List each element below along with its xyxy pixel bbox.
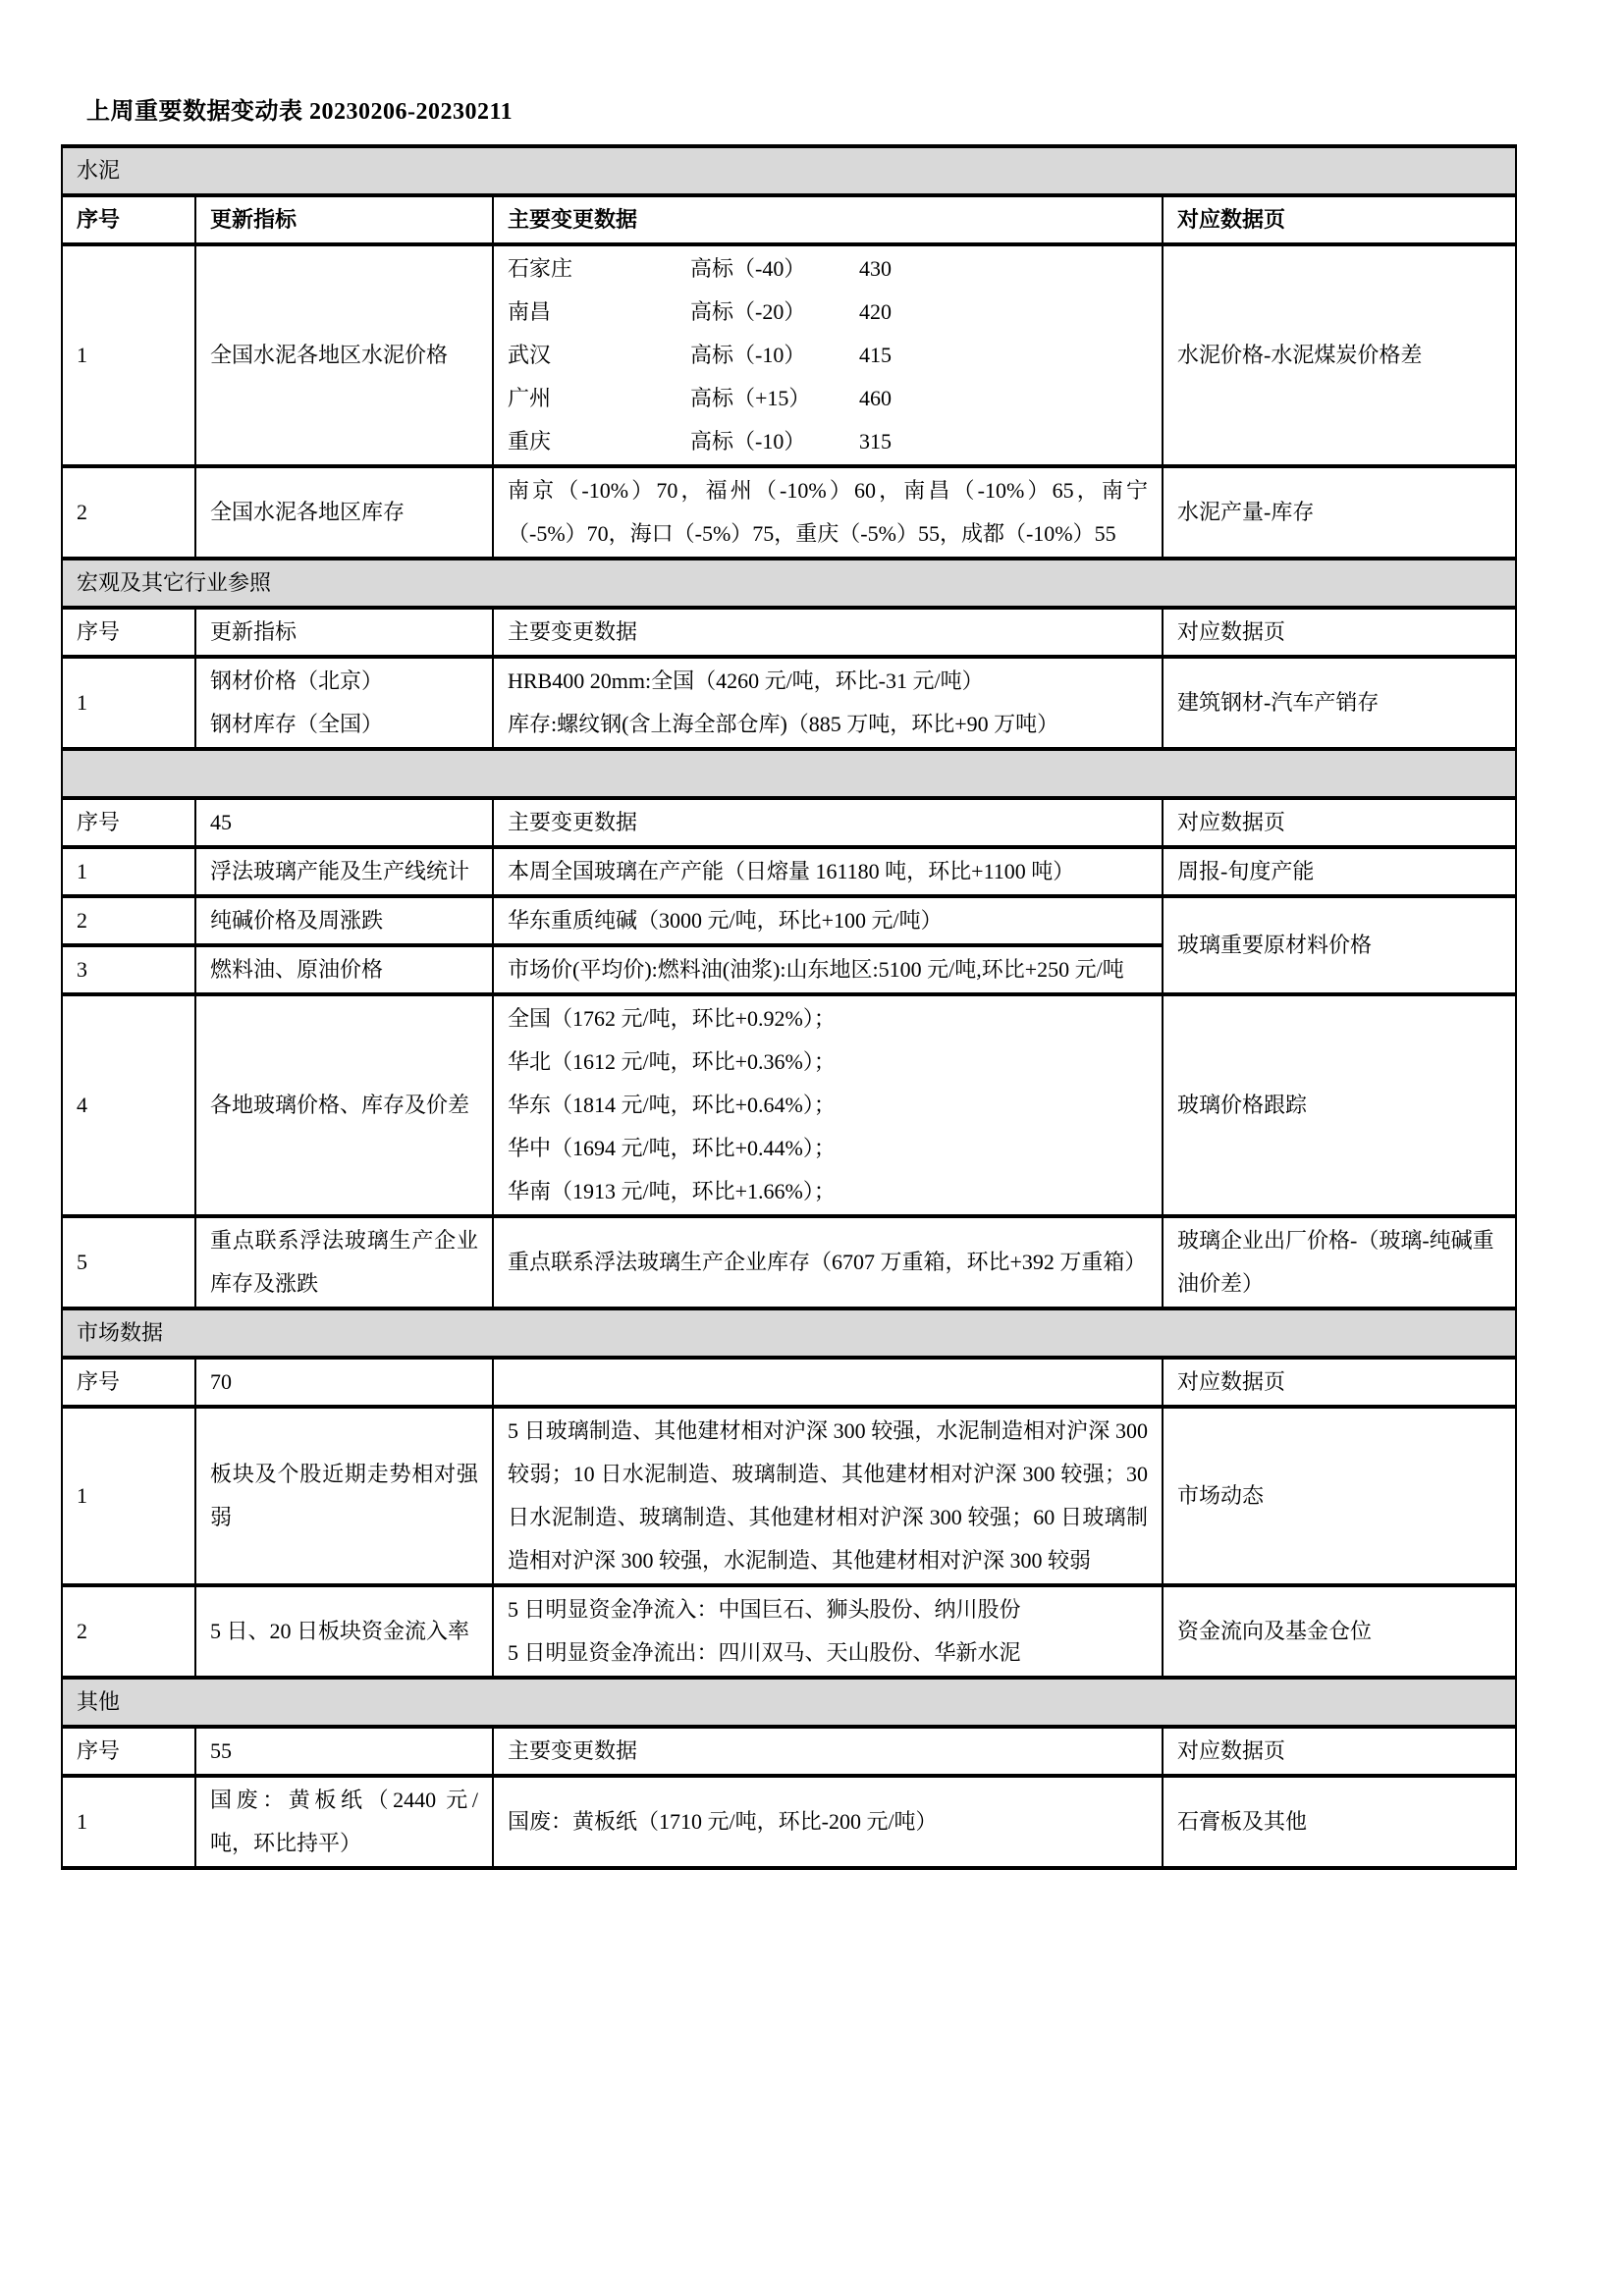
data-line [508, 377, 1148, 420]
data-line: 华中（1694 元/吨，环比+0.44%）； [508, 1136, 836, 1160]
cell-indicator [195, 896, 493, 945]
cell-indicator [195, 1407, 493, 1585]
data-line [508, 334, 1148, 377]
cell-indicator [195, 1585, 493, 1678]
indicator-line: 5 日、20 日板块资金流入率 [210, 1619, 470, 1643]
section-bar: 宏观及其它行业参照 [62, 559, 1516, 608]
data-grade: 高标（-10） [690, 429, 806, 454]
data-line: 5 日明显资金净流入：中国巨石、狮头股份、纳川股份 [508, 1597, 1021, 1622]
section-bar: 其他 [62, 1678, 1516, 1727]
cell-seq: 3 [62, 945, 195, 994]
table-row [62, 244, 1516, 466]
cell-data [493, 1407, 1163, 1585]
cell-seq: 4 [62, 994, 195, 1216]
cell-page: 水泥价格-水泥煤炭价格差 [1163, 244, 1516, 466]
header-cell-page: 对应数据页 [1163, 608, 1516, 657]
data-value: 460 [859, 386, 892, 410]
header-cell-data: 主要变更数据 [493, 798, 1163, 847]
section-bar: 市场数据 [62, 1308, 1516, 1358]
header-cell-seq: 序号 [62, 798, 195, 847]
section-bar: 水泥 [62, 146, 1516, 195]
data-grade: 高标（+15） [690, 386, 811, 410]
data-line: 重点联系浮法玻璃生产企业库存（6707 万重箱，环比+392 万重箱） [508, 1250, 1147, 1274]
data-city: 石家庄 [508, 256, 573, 281]
table-row [62, 896, 1516, 945]
data-grade: 高标（-40） [690, 256, 806, 281]
header-cell-data [493, 1358, 1163, 1407]
cell-data [493, 1216, 1163, 1308]
data-line: 5 日玻璃制造、其他建材相对沪深 300 较强，水泥制造相对沪深 300 较弱；10 日水泥制造、玻璃制造、其他建材相对沪深 300 较强；30 日水泥制造、玻璃制造、其他建材相对沪深 300 较强；60 日玻璃制造相对沪深 300 较强，水泥制造、其他建材相对沪深 300 较弱 [508, 1418, 1148, 1573]
data-city: 武汉 [508, 343, 552, 367]
header-cell-data: 主要变更数据 [493, 195, 1163, 244]
cell-data [493, 896, 1163, 945]
cell-seq: 2 [62, 1585, 195, 1678]
header-row [62, 798, 1516, 847]
cell-page: 石膏板及其他 [1163, 1776, 1516, 1868]
header-cell-indicator: 55 [195, 1727, 493, 1776]
cell-page: 资金流向及基金仓位 [1163, 1585, 1516, 1678]
indicator-line: 燃料油、原油价格 [210, 957, 384, 982]
table-row [62, 657, 1516, 749]
data-value: 430 [859, 256, 892, 281]
header-row [62, 195, 1516, 244]
indicator-line: 各地玻璃价格、库存及价差 [210, 1093, 470, 1117]
data-line [508, 247, 1148, 291]
data-grade: 高标（-10） [690, 343, 806, 367]
cell-seq: 2 [62, 896, 195, 945]
cell-page: 玻璃重要原材料价格 [1163, 896, 1516, 994]
indicator-line: 全国水泥各地区库存 [210, 500, 406, 524]
cell-data [493, 945, 1163, 994]
cell-data [493, 1585, 1163, 1678]
section-bar-row [62, 559, 1516, 608]
cell-data [493, 657, 1163, 749]
cell-indicator [195, 847, 493, 896]
data-line: 本周全国玻璃在产产能（日熔量 161180 吨，环比+1100 吨） [508, 859, 1075, 883]
table-row [62, 1407, 1516, 1585]
data-line: 国废：黄板纸（1710 元/吨，环比-200 元/吨） [508, 1809, 938, 1834]
header-cell-indicator: 更新指标 [195, 195, 493, 244]
data-city: 南昌 [508, 299, 552, 324]
cell-page: 玻璃企业出厂价格-（玻璃-纯碱重油价差） [1163, 1216, 1516, 1308]
data-line: 南京（-10%）70，福州（-10%）60，南昌（-10%）65，南宁（-5%）70，海口（-5%）75，重庆（-5%）55，成都（-10%）55 [508, 478, 1148, 546]
cell-indicator [195, 466, 493, 559]
cell-indicator [195, 945, 493, 994]
cell-page: 水泥产量-库存 [1163, 466, 1516, 559]
page-title: 上周重要数据变动表 20230206-20230211 [86, 99, 514, 125]
data-city: 广州 [508, 386, 552, 410]
data-line: HRB400 20mm:全国（4260 元/吨，环比-31 元/吨） [508, 668, 984, 693]
cell-page: 市场动态 [1163, 1407, 1516, 1585]
header-cell-page: 对应数据页 [1163, 798, 1516, 847]
cell-page: 周报-旬度产能 [1163, 847, 1516, 896]
table-row [62, 466, 1516, 559]
indicator-line: 全国水泥各地区水泥价格 [210, 343, 449, 367]
table-row [62, 1585, 1516, 1678]
table-row [62, 1776, 1516, 1868]
table-row [62, 1216, 1516, 1308]
cell-data [493, 847, 1163, 896]
indicator-line: 重点联系浮法玻璃生产企业库存及涨跌 [210, 1228, 478, 1296]
indicator-line: 纯碱价格及周涨跌 [210, 908, 384, 933]
section-bar-row [62, 749, 1516, 798]
header-cell-data: 主要变更数据 [493, 608, 1163, 657]
data-line: 全国（1762 元/吨，环比+0.92%）； [508, 1006, 836, 1031]
header-cell-indicator: 45 [195, 798, 493, 847]
header-cell-seq: 序号 [62, 1727, 195, 1776]
data-value: 415 [859, 343, 892, 367]
data-line [508, 291, 1148, 334]
cell-seq: 1 [62, 847, 195, 896]
cell-seq: 1 [62, 1776, 195, 1868]
header-cell-page: 对应数据页 [1163, 195, 1516, 244]
header-row [62, 1358, 1516, 1407]
data-line: 华东（1814 元/吨，环比+0.64%）； [508, 1093, 836, 1117]
section-bar-row [62, 146, 1516, 195]
cell-seq: 1 [62, 244, 195, 466]
data-line: 市场价(平均价):燃料油(油浆):山东地区:5100 元/吨,环比+250 元/吨 [508, 957, 1124, 982]
table-row [62, 994, 1516, 1216]
cell-data [493, 244, 1163, 466]
indicator-line: 国废：黄板纸（2440 元/吨，环比持平） [210, 1788, 478, 1855]
header-cell-seq: 序号 [62, 195, 195, 244]
section-bar-row [62, 1308, 1516, 1358]
indicator-line: 钢材库存（全国） [210, 712, 384, 736]
section-bar [62, 749, 1516, 798]
cell-indicator [195, 994, 493, 1216]
table-body [62, 146, 1516, 1868]
cell-indicator [195, 244, 493, 466]
cell-indicator [195, 1216, 493, 1308]
data-line [508, 420, 1148, 463]
indicator-line: 浮法玻璃产能及生产线统计 [210, 859, 470, 883]
data-value: 420 [859, 299, 892, 324]
data-city: 重庆 [508, 429, 552, 454]
data-value: 315 [859, 429, 892, 454]
data-line: 华南（1913 元/吨，环比+1.66%）； [508, 1179, 836, 1203]
cell-seq: 2 [62, 466, 195, 559]
weekly-data-change-table [61, 144, 1517, 1870]
data-line: 5 日明显资金净流出：四川双马、天山股份、华新水泥 [508, 1640, 1021, 1665]
cell-seq: 1 [62, 657, 195, 749]
data-line: 华东重质纯碱（3000 元/吨，环比+100 元/吨） [508, 908, 943, 933]
data-grade: 高标（-20） [690, 299, 806, 324]
header-row [62, 608, 1516, 657]
cell-data [493, 994, 1163, 1216]
section-bar-row [62, 1678, 1516, 1727]
header-row [62, 1727, 1516, 1776]
table-row [62, 847, 1516, 896]
cell-indicator [195, 1776, 493, 1868]
header-cell-indicator: 更新指标 [195, 608, 493, 657]
indicator-line: 钢材价格（北京） [210, 668, 384, 693]
header-cell-indicator: 70 [195, 1358, 493, 1407]
cell-data [493, 466, 1163, 559]
header-cell-seq: 序号 [62, 608, 195, 657]
indicator-line: 板块及个股近期走势相对强弱 [210, 1462, 478, 1529]
cell-seq: 5 [62, 1216, 195, 1308]
data-line: 库存:螺纹钢(含上海全部仓库)（885 万吨，环比+90 万吨） [508, 712, 1059, 736]
cell-indicator [195, 657, 493, 749]
cell-seq: 1 [62, 1407, 195, 1585]
cell-page: 玻璃价格跟踪 [1163, 994, 1516, 1216]
header-cell-page: 对应数据页 [1163, 1727, 1516, 1776]
header-cell-seq: 序号 [62, 1358, 195, 1407]
cell-data [493, 1776, 1163, 1868]
cell-page: 建筑钢材-汽车产销存 [1163, 657, 1516, 749]
header-cell-data: 主要变更数据 [493, 1727, 1163, 1776]
data-line: 华北（1612 元/吨，环比+0.36%）； [508, 1049, 836, 1074]
header-cell-page: 对应数据页 [1163, 1358, 1516, 1407]
